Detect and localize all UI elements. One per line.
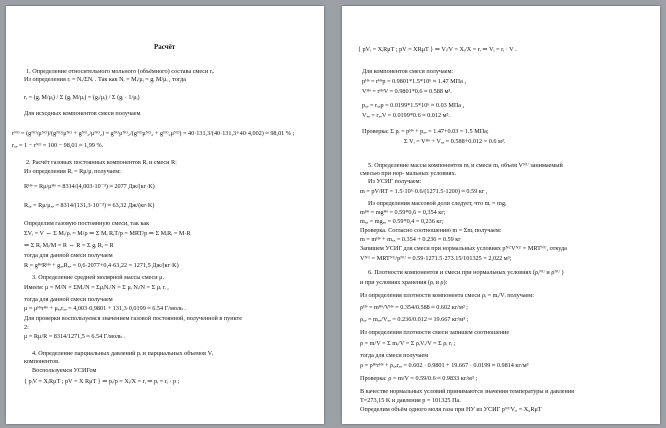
section-6-text-3: тогда для смеси получаем xyxy=(360,352,429,359)
section-3-check-text-2: 2: xyxy=(24,324,29,331)
section-5-check: m = mᴴᵉ + mₓₑ = 0.354 + 0.236 = 0.59 кг xyxy=(360,236,461,243)
section-4-heading: 4. Определение парциальных давлений pᵢ и парциальных объемов Vᵢ xyxy=(32,350,214,357)
section-3-check: μ = Rμ/R = 8314/1271,5 ≈ 6.54 Г/моль . xyxy=(24,333,125,340)
section-1-heading: 1. Определение относительного мольного (объёмного) состава смеси rᵢ. xyxy=(26,68,215,75)
section-5-volume: Vᴺᵁ = MRTᴺᵁ/pᴺᵁ = 0.59·1271.5·273.15/101325 = 2,022 м³; xyxy=(360,255,512,262)
section-5-heading: 5. Определение массы компонентов mᵢ и смеси m, объем Vᴺᵁ занимаемый xyxy=(368,162,563,169)
section-6-text-2: Из определения плотности смеси запишем соотношение xyxy=(360,329,510,336)
section-5-text: Из УСИГ получаем: xyxy=(368,178,422,185)
section-6-derivation: ρ = m/V = Σ mᵢ/V = Σ ρᵢVᵢ/V = Σ ρᵢ rᵢ ; xyxy=(360,340,456,347)
section-4-check-v: Σ Vᵢ = Vᴴᵉ + Vₓₑ = 0.588+0.012 = 0.6 м³. xyxy=(404,138,506,145)
section-3-derivation: Имеем: μ = M/N = ΣMᵢ/N = ΣμᵢNᵢ/N = Σ μᵢ Nᵢ/N = Σ μᵢ rᵢ , xyxy=(24,284,169,291)
section-5-mass: m = pV/RT = 1.5·10⁶·0.6/(1271.5·1200) ≈ 0.59 кг , xyxy=(360,188,488,195)
section-2-heading: 2. Расчёт газовых постоянных компонентов Rᵢ и смеси R: xyxy=(26,159,177,166)
m-xe-value: mₓₑ = mgₓₑ = 0.59*0,4 = 0,236 кг; xyxy=(360,218,444,225)
m-he-value: mᴴᵉ = mgᴴᵉ = 0.59*0,6 = 0,354 кг; xyxy=(360,209,446,216)
section-3-heading: 3. Определение средней молярной массы смеси μ. xyxy=(32,274,165,281)
p-he-value: pᴴᵉ = rᴴᵉp = 0.9801*1.5*10⁶ ≈ 1.47 МПа , xyxy=(362,78,466,85)
v-xe-value: Vₓₑ = rₓₑV = 0.0199*0.6 ≈ 0.012 м³. xyxy=(362,112,450,119)
section-6-text-5: T=273,15 K и давления p = 101325 Па. xyxy=(360,397,461,404)
section-5-check-text: Проверка. Согласно соотношению m = Σmᵢ получаем: xyxy=(360,227,502,234)
rho-he-value: ρᴴᵉ = mᴴᵉ/Vᴴᵉ = 0.354/0.588 ≈ 0.602 кг/м³ ; xyxy=(360,304,469,311)
section-6-heading: 6. Плотности компонентов и смеси при нормальных условиях (ρᵢᴺᵁ и ρᴺᵁ ) xyxy=(368,269,564,276)
section-6-result: ρ = ρᴴᵉrᴴᵉ + ρₓₑrₓₑ = 0.602 · 0.9801 + 19.667 · 0.0199 ≈ 0.9814 кг/м³ xyxy=(360,362,529,369)
section-1-formula: rᵢ = (gᵢ M/μᵢ) / Σ (gᵢ M/μᵢ) = (gᵢ/μᵢ) / Σ (gᵢ · 1/μᵢ) xyxy=(24,94,140,101)
section-2-derivation-2: ⇒ Σ Rᵢ Mᵢ/M = R ⇔ R = Σ gᵢ Rᵢ = R xyxy=(24,242,114,249)
v-he-value: Vᴴᵉ = rᴴᵉV = 0.9801*0.6 ≈ 0.588 м³. xyxy=(362,88,452,95)
document-page-2 xyxy=(342,6,660,424)
section-2-text: Определим газовую постоянную смеси, так как xyxy=(24,220,150,227)
section-6-check: Проверка: ρ = m/V = 0.59/0.6 ≈ 0.9833 кг/м³ ; xyxy=(360,375,478,382)
section-4-heading-2: компонентов. xyxy=(24,358,60,365)
section-3-check-text: Для проверки воспользуемся значением газовой постоянной, полученной в пункте xyxy=(24,315,242,322)
p-xe-value: pₓₑ = rₓₑp = 0.0199*1.5*10⁶ ≈ 0.03 МПа , xyxy=(362,102,465,109)
section-5-text-2: Из определения массовой доли следует, что mᵢ = mgᵢ xyxy=(368,200,506,207)
section-2-result: R = gᴴᵉRᴴᵉ + gₓₑRₓₑ = 0,6·2077+0,4·63,22 = 1271,5 Дж/(кг·K) xyxy=(24,262,179,269)
section-1-text: Для исходных компонентов смеси получаем xyxy=(24,110,141,117)
section-4-text-2: Для компонентов смеси получаем: xyxy=(362,68,454,75)
section-4-check-p: Проверка: Σ pᵢ = pᴴᵉ + pₓₑ = 1.47+0.03 = 1.5 МПа; xyxy=(362,128,489,135)
section-5-text-3: Запишем УСИГ для смеси при нормальных условиях pᴺᵁVᴺᵁ = MRTᴺᵁ, откуда xyxy=(360,245,567,252)
page-title: Расчёт xyxy=(154,43,176,51)
section-3-text: тогда для данной смеси получаем xyxy=(24,296,113,303)
section-5-heading-2: смесью при нор- мальных условиях. xyxy=(360,170,457,177)
section-2-r-he: Rᴴᵉ = Rμ/μᴴᵉ = 8314/(4,003·10⁻³) ≈ 2077 Дж/(кг·K) xyxy=(24,183,155,190)
section-2-r-xe: Rₓₑ = Rμ/μₓₑ = 8314/(131,3·10⁻³) ≈ 63,32 Дж/(кг·K) xyxy=(24,202,155,209)
section-3-result: μ = μᴴᵉrᴴᵉ + μₓₑrₓₑ = 4,003·0,9801 + 131,3·0,0199 ≈ 6.54 Г/моль . xyxy=(24,305,186,312)
section-4-text: Воспользуемся УСИГом xyxy=(32,367,97,374)
section-6-text-6: Определим объём одного моля газа при НУ из УСИГ pᴺᵁV₀ = X₀RμT xyxy=(360,406,542,413)
section-1-definition: Из определения rᵢ = Nᵢ/ΣNᵢ . Так как Nᵢ = Mᵢ/μᵢ = gᵢ M/μᵢ , тогда xyxy=(24,76,186,83)
section-6-heading-2: и при условиях хранения (ρᵢ и ρ): xyxy=(360,279,448,286)
section-2-definition: Из определения Rᵢ = Rμ/μᵢ получаем: xyxy=(24,168,121,175)
section-6-text-4: В качестве нормальных условий принимаются значения температуры и давления xyxy=(360,388,574,395)
rho-xe-value: ρₓₑ = mₓₑ/Vₓₑ = 0.236/0.012 ≈ 19.667 кг/м³ ; xyxy=(360,316,469,323)
section-4-system-2: { pVᵢ = XᵢRμT ; pV = XRμT } ⇒ Vᵢ/V = Xᵢ/X = rᵢ ⇒ Vᵢ = rᵢ · V . xyxy=(358,46,517,53)
section-2-text-2: тогда для данной смеси получаем xyxy=(24,252,113,259)
section-6-text: Из определения плотности компонента смеси ρᵢ = mᵢ/Vᵢ получаем: xyxy=(360,292,534,299)
section-4-system: { pᵢV = XᵢRμT ; pV = X RμT } ⇒ pᵢ/p = Xᵢ/X = rᵢ ⇒ pᵢ = rᵢ · p ; xyxy=(24,378,180,385)
section-1-r-no: rᴺᴼ = (gᴺᴼ/μᴺᴼ)/(gᴺᴼ/μᴺᴼ + gᴺᴼ₂/μᴺᴼ₂) = gᴺᴼμᴺᴼ₂/(gᴺᴼμᴺᴼ₂ + gᴺᴼ₂μᴺᴼ) = 40·131,3/(40·131,3+40·4,002) ≈ 98,01 % ; xyxy=(12,130,295,137)
section-1-r-xe: rₓₑ = 1 − rᴺᴼ = 100 − 98,01 ≈ 1,99 %. xyxy=(12,142,104,149)
section-2-derivation-1: ΣVᵢ = V ⇔ Σ Mᵢ/ρᵢ = M/ρ ⇒ Σ Mᵢ RᵢT/p = MRT/p ⇒ Σ MᵢRᵢ = M·R xyxy=(24,230,191,237)
document-page-1 xyxy=(6,6,324,424)
